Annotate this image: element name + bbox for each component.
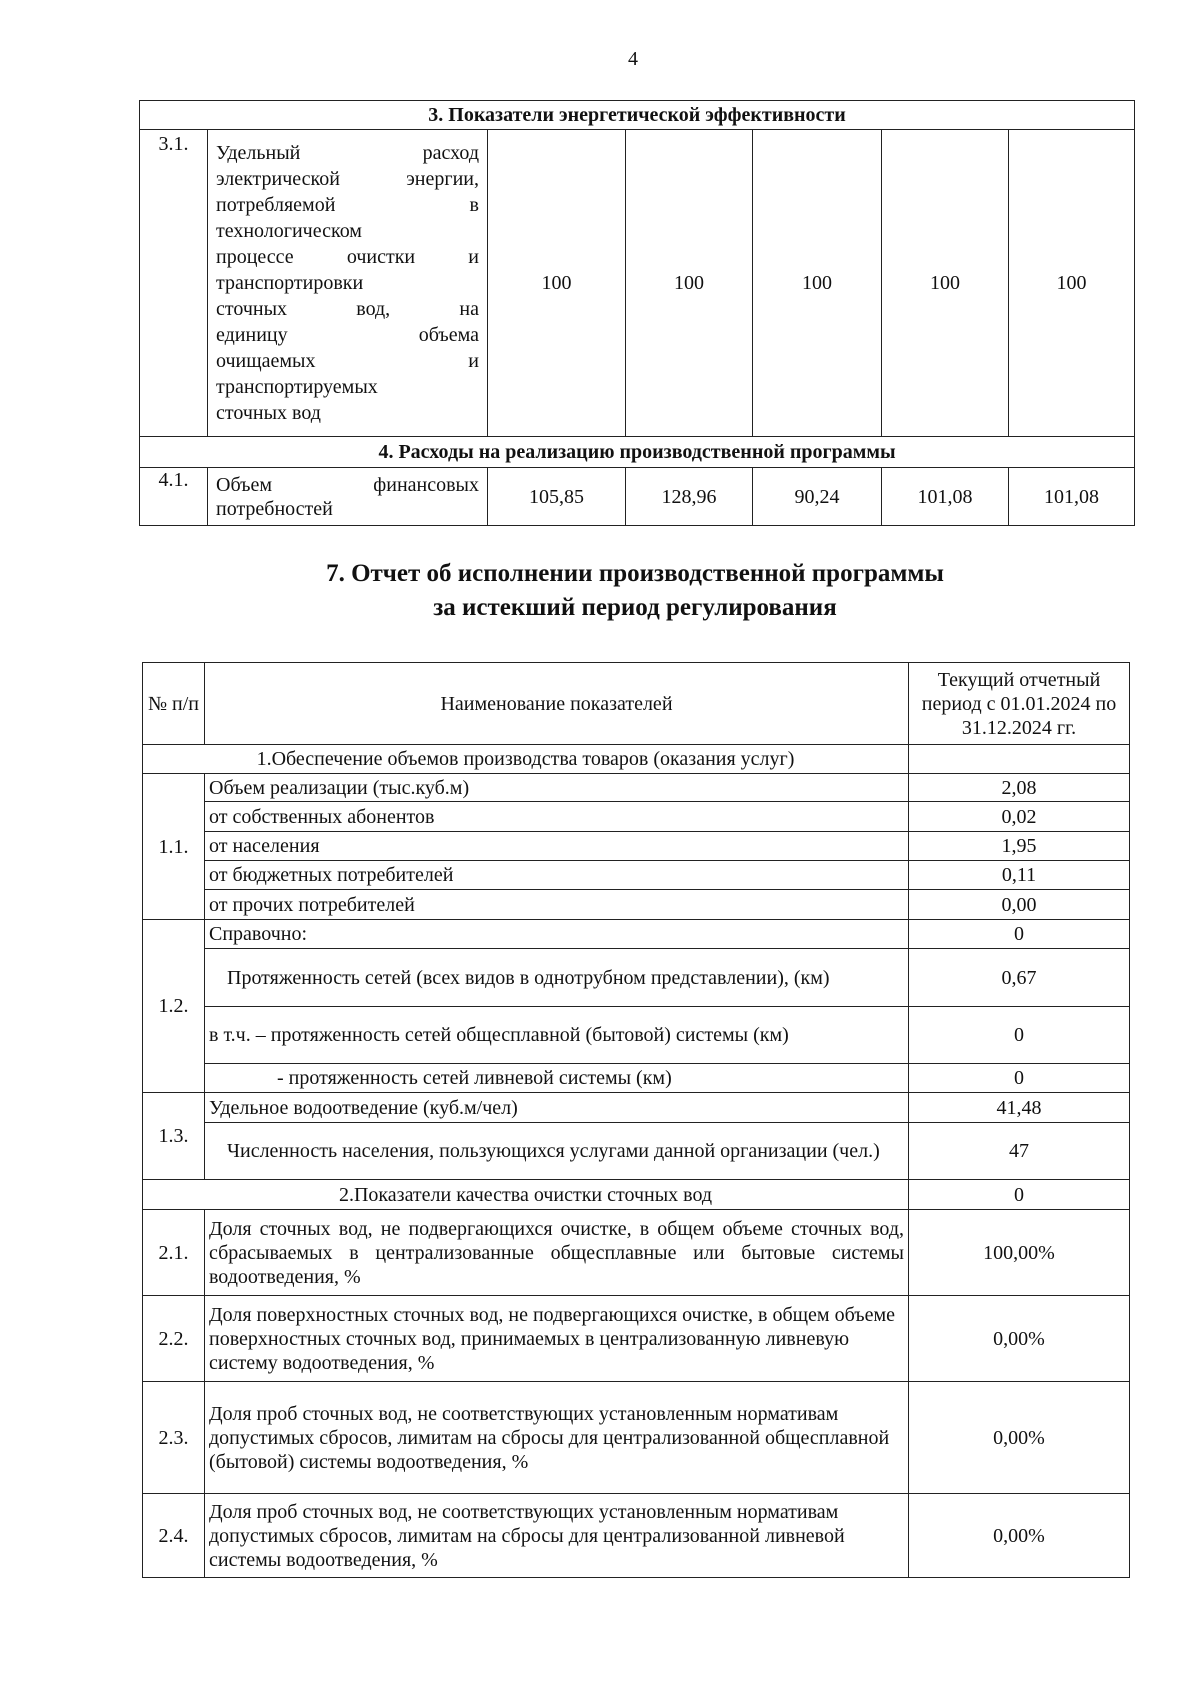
desc-line: очищаемых и: [216, 350, 479, 372]
row-value: 47: [909, 1123, 1130, 1180]
table-header: [143, 663, 1130, 745]
value-cell: 105,85: [488, 468, 626, 526]
row-value: 2,08: [909, 774, 1130, 802]
desc-line: потребностей: [216, 497, 333, 520]
row-value: 41,48: [909, 1093, 1130, 1123]
efficiency-table: [139, 100, 1135, 526]
row-name: Объем реализации (тыс.куб.м): [205, 774, 909, 802]
row-name: Доля проб сточных вод, не соответствующих установленным нормативам допустимых сбросов, лимитам на сбросы для централизованной ливневой системы водоотведения, %: [205, 1494, 909, 1578]
section-3-title: 3. Показатели энергетической эффективности: [140, 101, 1135, 130]
header-period: Текущий отчетный период с 01.01.2024 по 31.12.2024 гг.: [909, 663, 1130, 745]
value-cell: 128,96: [626, 468, 753, 526]
row-name: Протяженность сетей (всех видов в однотрубном представлении), (км): [205, 949, 909, 1007]
row-value: 0: [909, 1007, 1130, 1064]
row-number: 2.2.: [143, 1296, 205, 1382]
desc-line: электрической энергии,: [216, 168, 479, 190]
desc-line: Удельный расход: [216, 142, 479, 164]
report-title-line2: за истекший период регулирования: [433, 594, 837, 621]
row-name: Доля поверхностных сточных вод, не подвергающихся очистке, в общем объеме поверхностных сточных вод, принимаемых в централизованную ливневую систему водоотведения, %: [205, 1296, 909, 1382]
row-name: от прочих потребителей: [205, 890, 909, 920]
row-description: [208, 468, 488, 526]
row-description: [208, 130, 488, 437]
row-name: Доля проб сточных вод, не соответствующих установленным нормативам допустимых сбросов, лимитам на сбросы для централизованной общесплавной (бытовой) системы водоотведения, %: [205, 1382, 909, 1494]
row-name: от собственных абонентов: [205, 802, 909, 832]
value-cell: 101,08: [1009, 468, 1135, 526]
report-title-line1: 7. Отчет об исполнении производственной программы: [326, 560, 944, 587]
value-cell: 100: [626, 130, 753, 437]
row-number: 2.1.: [143, 1210, 205, 1296]
row-name: Доля сточных вод, не подвергающихся очистке, в общем объеме сточных вод, сбрасываемых в централизованные общесплавные или бытовые системы водоотведения, %: [205, 1210, 909, 1296]
page-number: 4: [628, 48, 638, 70]
row-name: - протяженность сетей ливневой системы (км): [205, 1064, 909, 1093]
desc-line: Объем финансовых: [216, 473, 479, 496]
empty-cell: [909, 745, 1130, 774]
desc-line: процессе очистки и: [216, 246, 479, 268]
row-value: 0: [909, 920, 1130, 949]
row-name: Численность населения, пользующихся услугами данной организации (чел.): [205, 1123, 909, 1180]
report-table: [142, 662, 1130, 1578]
desc-line: транспортировки: [216, 272, 364, 294]
row-value: 0,00%: [909, 1296, 1130, 1382]
row-name: в т.ч. – протяженность сетей общесплавной (бытовой) системы (км): [205, 1007, 909, 1064]
section-1-title: 1.Обеспечение объемов производства товаров (оказания услуг): [143, 745, 909, 774]
desc-line: единицу объема: [216, 324, 479, 346]
row-number: 3.1.: [140, 130, 208, 437]
row-name: Справочно:: [205, 920, 909, 949]
row-value: 0: [909, 1180, 1130, 1210]
row-value: 0,00%: [909, 1494, 1130, 1578]
row-name: от населения: [205, 832, 909, 861]
row-name: Удельное водоотведение (куб.м/чел): [205, 1093, 909, 1123]
desc-line: сточных вод: [216, 402, 321, 424]
desc-line: потребляемой в: [216, 194, 479, 216]
row-value: 0: [909, 1064, 1130, 1093]
row-number: 1.1.: [143, 774, 205, 920]
desc-line: технологическом: [216, 220, 362, 242]
header-num: № п/п: [143, 663, 205, 745]
row-number: 2.4.: [143, 1494, 205, 1578]
row-value: 100,00%: [909, 1210, 1130, 1296]
table-row: [140, 130, 1135, 437]
value-cell: 100: [1009, 130, 1135, 437]
section-4-title: 4. Расходы на реализацию производственной программы: [140, 437, 1135, 468]
row-value: 0,02: [909, 802, 1130, 832]
desc-line: сточных вод, на: [216, 298, 479, 320]
value-cell: 100: [882, 130, 1009, 437]
row-number: 2.3.: [143, 1382, 205, 1494]
desc-line: транспортируемых: [216, 376, 378, 398]
table-row: [140, 468, 1135, 526]
section-2-title: 2.Показатели качества очистки сточных вод: [143, 1180, 909, 1210]
value-cell: 101,08: [882, 468, 1009, 526]
row-number: 4.1.: [140, 468, 208, 526]
row-value: 0,00: [909, 890, 1130, 920]
row-number: 1.3.: [143, 1093, 205, 1180]
row-value: 0,67: [909, 949, 1130, 1007]
row-number: 1.2.: [143, 920, 205, 1093]
row-value: 0,11: [909, 861, 1130, 890]
row-name: от бюджетных потребителей: [205, 861, 909, 890]
value-cell: 100: [488, 130, 626, 437]
value-cell: 90,24: [753, 468, 882, 526]
row-value: 1,95: [909, 832, 1130, 861]
value-cell: 100: [753, 130, 882, 437]
row-value: 0,00%: [909, 1382, 1130, 1494]
header-name: Наименование показателей: [205, 663, 909, 745]
